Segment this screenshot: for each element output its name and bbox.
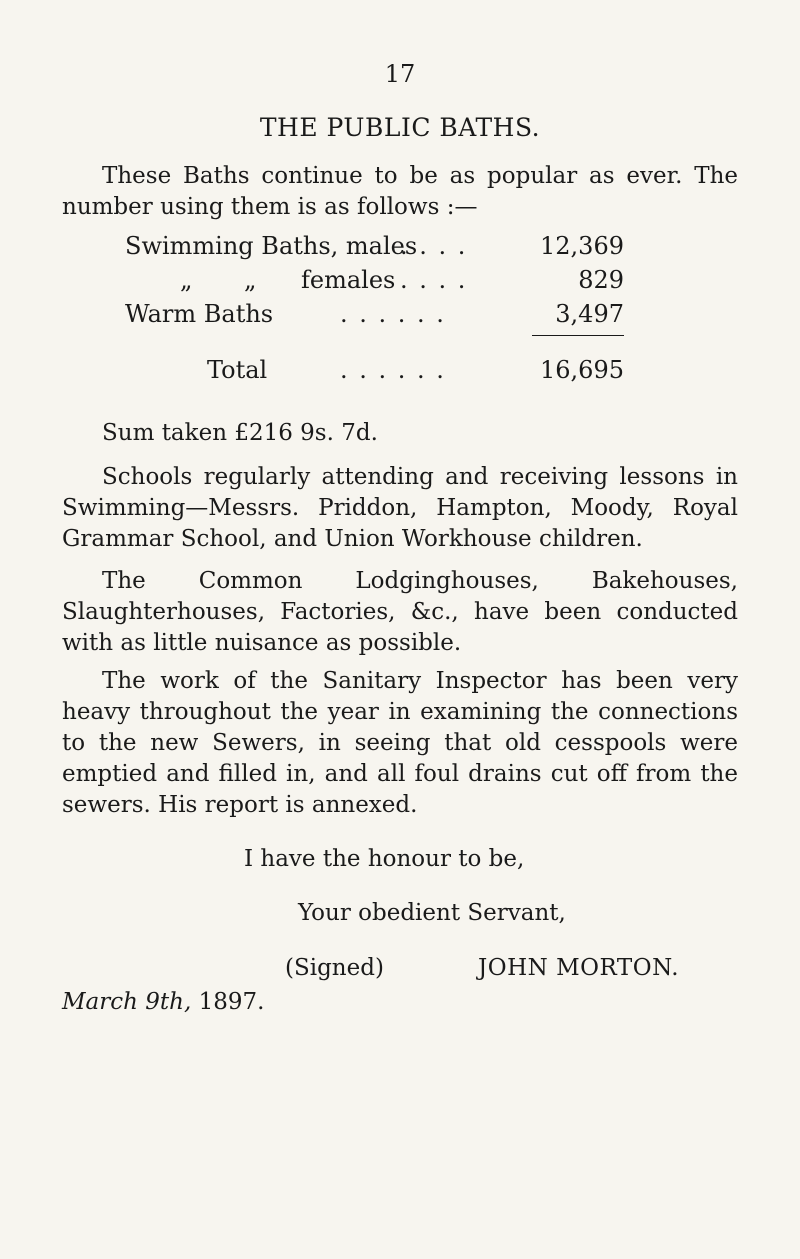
letter-date [62,989,264,1015]
row-label: Swimming Baths, males [125,232,418,260]
closing-honour: I have the honour to be, [244,846,525,872]
signatory-name: JOHN MORTON. [478,955,680,981]
total-row [0,356,800,390]
schools-paragraph: Schools regularly attending and receiving lessons in Swimming—Messrs. Priddon, Hampton, Moody, Royal Grammar School, and Union Workhouse children. [62,464,738,552]
intro-paragraph: These Baths continue to be as popular as ever. The number using them is as follows :— [62,163,738,220]
date-year: 1897. [198,989,265,1015]
row-label: females [301,266,396,294]
sanitary-inspector-paragraph: The work of the Sanitary Inspector has been very heavy throughout the year in examining the connections to the new Sewers, in seeing that old cesspools were emptied and filled in, and all foul drains cut off from the sewers. His report is annexed. [62,668,738,818]
signed-label: (Signed) [285,955,384,981]
row-leader-dots: . . . . [400,266,468,294]
sum-taken: Sum taken £216 9s. 7d. [102,420,378,446]
row-value: 829 [578,266,624,294]
page-number: 17 [384,60,416,88]
closing-servant: Your obedient Servant, [298,900,566,926]
total-value: 16,695 [540,356,624,384]
table-row [0,300,800,334]
row-leader-dots: . . . . . . [340,300,446,328]
row-leader-dots: . . . . . . [340,356,446,384]
table-row [0,266,800,300]
table-row [0,232,800,266]
ditto-mark: „ [244,266,257,294]
lodginghouses-paragraph: The Common Lodginghouses, Bakehouses, Slaughterhouses, Factories, &c., have been conducted with as little nuisance as possible. [62,568,738,656]
ditto-mark: „ [180,266,193,294]
date-day: March 9th, [62,989,192,1015]
row-value: 3,497 [555,300,624,328]
row-value: 12,369 [540,232,624,260]
total-rule [532,335,624,336]
page-title: THE PUBLIC BATHS. [259,113,541,142]
total-label: Total [207,356,268,384]
row-label: Warm Baths [125,300,274,328]
row-leader-dots: . . . . [400,232,468,260]
